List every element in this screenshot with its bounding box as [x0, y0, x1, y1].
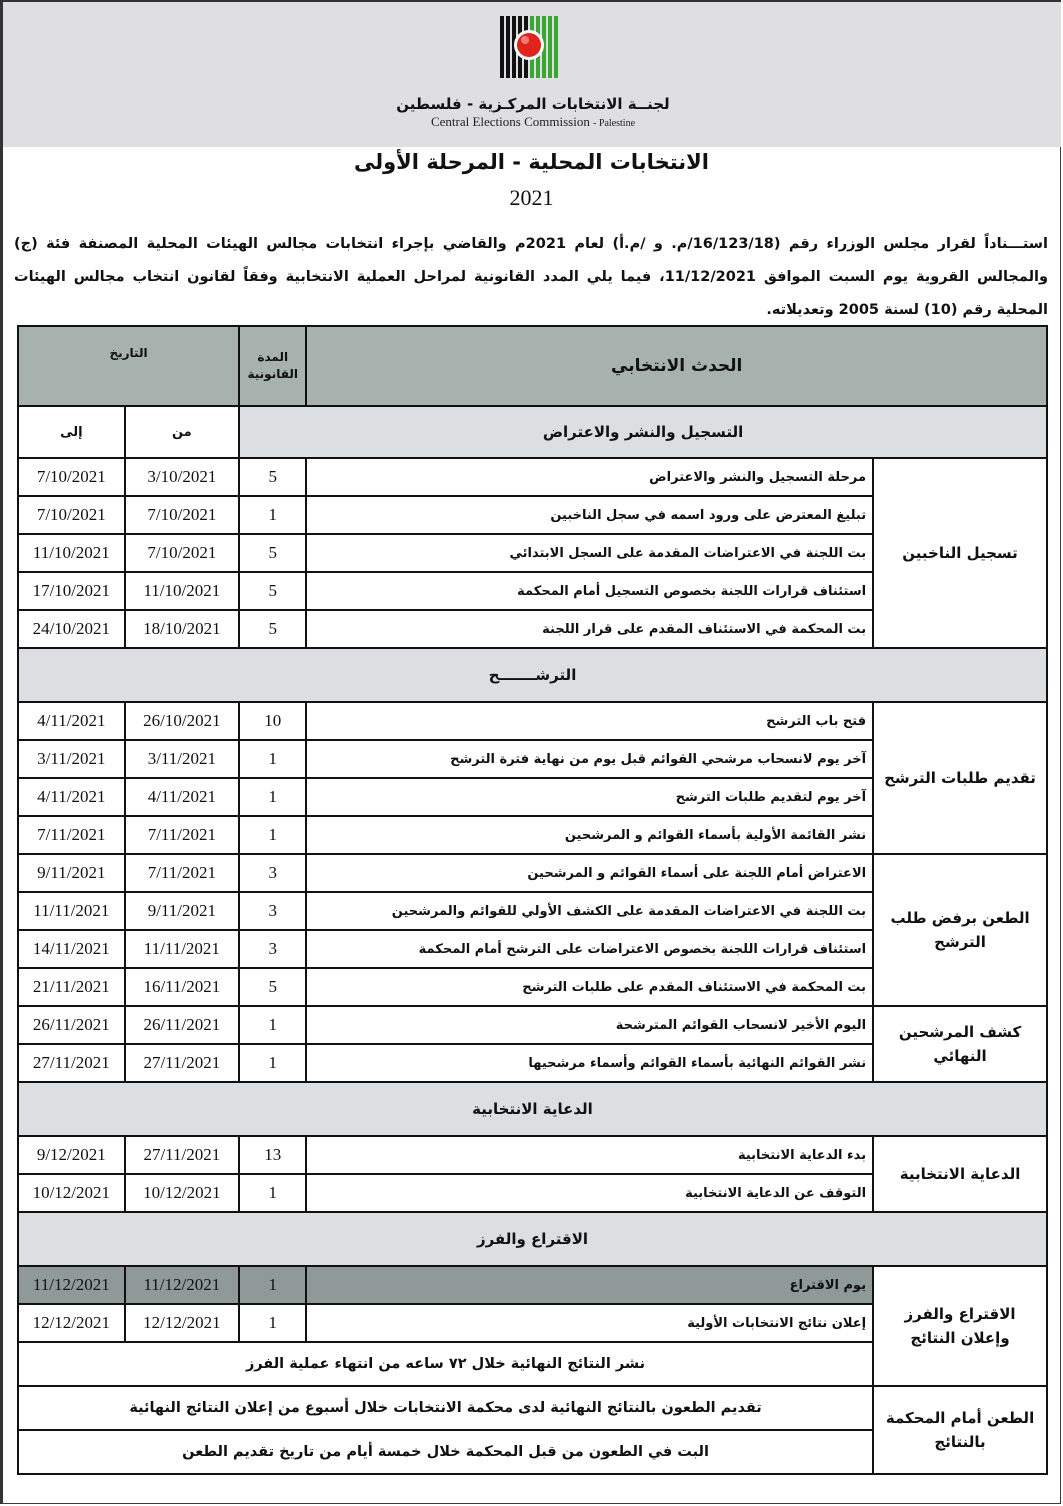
from-date-cell: 10/12/2021 — [125, 1174, 239, 1212]
to-date-cell: 11/12/2021 — [18, 1266, 125, 1304]
duration-cell: 1 — [239, 496, 306, 534]
group-label: تسجيل الناخبين — [873, 458, 1047, 648]
duration-cell: 10 — [239, 702, 306, 740]
group-label: تقديم طلبات الترشح — [873, 702, 1047, 854]
duration-cell: 1 — [239, 1174, 306, 1212]
to-date-cell: 11/10/2021 — [18, 534, 125, 572]
from-date-cell: 3/10/2021 — [125, 458, 239, 496]
duration-cell: 5 — [239, 458, 306, 496]
header-to: إلى — [18, 406, 125, 458]
to-date-cell: 7/10/2021 — [18, 458, 125, 496]
document-year: 2021 — [509, 185, 554, 210]
from-date-cell: 27/11/2021 — [125, 1136, 239, 1174]
from-date-cell: 26/11/2021 — [125, 1006, 239, 1044]
duration-cell: 1 — [239, 740, 306, 778]
table-header-row — [18, 326, 1047, 406]
letterhead — [3, 2, 1061, 147]
from-date-cell: 7/11/2021 — [125, 816, 239, 854]
from-date-cell: 11/12/2021 — [125, 1266, 239, 1304]
duration-cell: 5 — [239, 572, 306, 610]
from-date-cell: 27/11/2021 — [125, 1044, 239, 1082]
group-label: الدعاية الانتخابية — [873, 1136, 1047, 1212]
header-date: التاريخ — [18, 326, 239, 406]
event-cell: التوقف عن الدعاية الانتخابية — [306, 1174, 873, 1212]
event-cell: مرحلة التسجيل والنشر والاعتراض — [306, 458, 873, 496]
from-date-cell: 18/10/2021 — [125, 610, 239, 648]
duration-cell: 3 — [239, 930, 306, 968]
group-label: الاقتراع والفرز وإعلان النتائج — [873, 1266, 1047, 1386]
from-date-cell: 7/10/2021 — [125, 496, 239, 534]
table-body — [18, 406, 1047, 1474]
cec-logo-icon — [500, 16, 560, 78]
org-name-english-main: Central Elections Commission — [430, 114, 590, 129]
election-schedule-table — [17, 325, 1048, 1475]
duration-cell: 1 — [239, 1266, 306, 1304]
duration-cell: 13 — [239, 1136, 306, 1174]
header-event: الحدث الانتخابي — [306, 326, 1047, 406]
from-date-cell: 12/12/2021 — [125, 1304, 239, 1342]
event-cell: اليوم الأخير لانسحاب القوائم المترشحة — [306, 1006, 873, 1044]
event-cell: استئناف قرارات اللجنة بخصوص الاعتراضات على الترشح أمام المحكمة — [306, 930, 873, 968]
duration-cell: 1 — [239, 1044, 306, 1082]
table-row — [18, 702, 1047, 740]
event-cell: آخر يوم لانسحاب مرشحي القوائم قبل يوم من نهاية فترة الترشح — [306, 740, 873, 778]
to-date-cell: 26/11/2021 — [18, 1006, 125, 1044]
group-label: الطعن برفض طلب الترشح — [873, 854, 1047, 1006]
note-cell: تقديم الطعون بالنتائج النهائية لدى محكمة الانتخابات خلال أسبوع من إعلان النتائج النهائية — [18, 1386, 873, 1430]
event-cell: يوم الاقتراع — [306, 1266, 873, 1304]
from-date-cell: 11/10/2021 — [125, 572, 239, 610]
to-date-cell: 7/11/2021 — [18, 816, 125, 854]
section-row — [18, 406, 1047, 458]
event-cell: إعلان نتائج الانتخابات الأولية — [306, 1304, 873, 1342]
event-cell: تبليغ المعترض على ورود اسمه في سجل الناخبين — [306, 496, 873, 534]
table-row — [18, 1266, 1047, 1304]
org-name-english — [383, 114, 683, 130]
table-row — [18, 1136, 1047, 1174]
header-from: من — [125, 406, 239, 458]
duration-cell: 1 — [239, 816, 306, 854]
table-row — [18, 1006, 1047, 1044]
to-date-cell: 11/11/2021 — [18, 892, 125, 930]
event-cell: استئناف قرارات اللجنة بخصوص التسجيل أمام المحكمة — [306, 572, 873, 610]
duration-cell: 5 — [239, 968, 306, 1006]
from-date-cell: 26/10/2021 — [125, 702, 239, 740]
group-label: الطعن أمام المحكمة بالنتائج — [873, 1386, 1047, 1474]
to-date-cell: 14/11/2021 — [18, 930, 125, 968]
to-date-cell: 9/11/2021 — [18, 854, 125, 892]
document-title: الانتخابات المحلية - المرحلة الأولى — [353, 150, 709, 174]
from-date-cell: 9/11/2021 — [125, 892, 239, 930]
to-date-cell: 7/10/2021 — [18, 496, 125, 534]
from-date-cell: 7/10/2021 — [125, 534, 239, 572]
duration-cell: 1 — [239, 1304, 306, 1342]
section-title: التسجيل والنشر والاعتراض — [239, 406, 1047, 458]
to-date-cell: 4/11/2021 — [18, 702, 125, 740]
to-date-cell: 9/12/2021 — [18, 1136, 125, 1174]
event-cell: بت المحكمة في الاستئناف المقدم على طلبات الترشح — [306, 968, 873, 1006]
duration-cell: 3 — [239, 854, 306, 892]
duration-cell: 5 — [239, 534, 306, 572]
note-cell: نشر النتائج النهائية خلال ٧٢ ساعه من انتهاء عملية الفرز — [18, 1342, 873, 1386]
section-title: الترشـــــــح — [18, 648, 1047, 702]
org-name-english-suffix: - Palestine — [593, 118, 636, 129]
section-row — [18, 648, 1047, 702]
section-title: الاقتراع والفرز — [18, 1212, 1047, 1266]
to-date-cell: 4/11/2021 — [18, 778, 125, 816]
from-date-cell: 11/11/2021 — [125, 930, 239, 968]
event-cell: بت اللجنة في الاعتراضات المقدمة على الكشف الأولي للقوائم والمرشحين — [306, 892, 873, 930]
group-label: كشف المرشحين النهائي — [873, 1006, 1047, 1082]
section-title: الدعاية الانتخابية — [18, 1082, 1047, 1136]
duration-cell: 1 — [239, 1006, 306, 1044]
note-cell: البت في الطعون من قبل المحكمة خلال خمسة أيام من تاريخ تقديم الطعن — [18, 1430, 873, 1474]
section-row — [18, 1212, 1047, 1266]
event-cell: فتح باب الترشح — [306, 702, 873, 740]
from-date-cell: 3/11/2021 — [125, 740, 239, 778]
to-date-cell: 12/12/2021 — [18, 1304, 125, 1342]
to-date-cell: 10/12/2021 — [18, 1174, 125, 1212]
from-date-cell: 7/11/2021 — [125, 854, 239, 892]
table-row — [18, 854, 1047, 892]
event-cell: نشر القوائم النهائية بأسماء القوائم وأسماء مرشحيها — [306, 1044, 873, 1082]
from-date-cell: 16/11/2021 — [125, 968, 239, 1006]
intro-paragraph: استـــناداً لقرار مجلس الوزراء رقم (16/123/18/م. و /م.أ) لعام 2021م والقاضي بإجراء انتخابات مجالس الهيئات المحلية المصنفة فئة (ج) والمجالس القروية يوم السبت الموافق 11/12/2021، فيما يلي المدد القانونية لمراحل العملية الانتخابية وفقاً لقانون انتخاب مجالس الهيئات المحلية رقم (10) لسنة 2005 وتعديلاته. — [14, 236, 1048, 318]
note-row — [18, 1386, 1047, 1430]
to-date-cell: 3/11/2021 — [18, 740, 125, 778]
to-date-cell: 24/10/2021 — [18, 610, 125, 648]
to-date-cell: 27/11/2021 — [18, 1044, 125, 1082]
event-cell: بت المحكمة في الاستئناف المقدم على قرار اللجنة — [306, 610, 873, 648]
table-row — [18, 458, 1047, 496]
duration-cell: 3 — [239, 892, 306, 930]
to-date-cell: 17/10/2021 — [18, 572, 125, 610]
event-cell: نشر القائمة الأولية بأسماء القوائم و المرشحين — [306, 816, 873, 854]
from-date-cell: 4/11/2021 — [125, 778, 239, 816]
to-date-cell: 21/11/2021 — [18, 968, 125, 1006]
event-cell: بدء الدعاية الانتخابية — [306, 1136, 873, 1174]
event-cell: الاعتراض أمام اللجنة على أسماء القوائم و المرشحين — [306, 854, 873, 892]
org-name-arabic: لجنــة الانتخابات المركـزية - فلسطين — [396, 95, 670, 113]
header-duration: المدة القانونية — [239, 326, 306, 406]
duration-cell: 1 — [239, 778, 306, 816]
event-cell: آخر يوم لتقديم طلبات الترشح — [306, 778, 873, 816]
section-row — [18, 1082, 1047, 1136]
event-cell: بت اللجنة في الاعتراضات المقدمة على السجل الابتدائي — [306, 534, 873, 572]
duration-cell: 5 — [239, 610, 306, 648]
